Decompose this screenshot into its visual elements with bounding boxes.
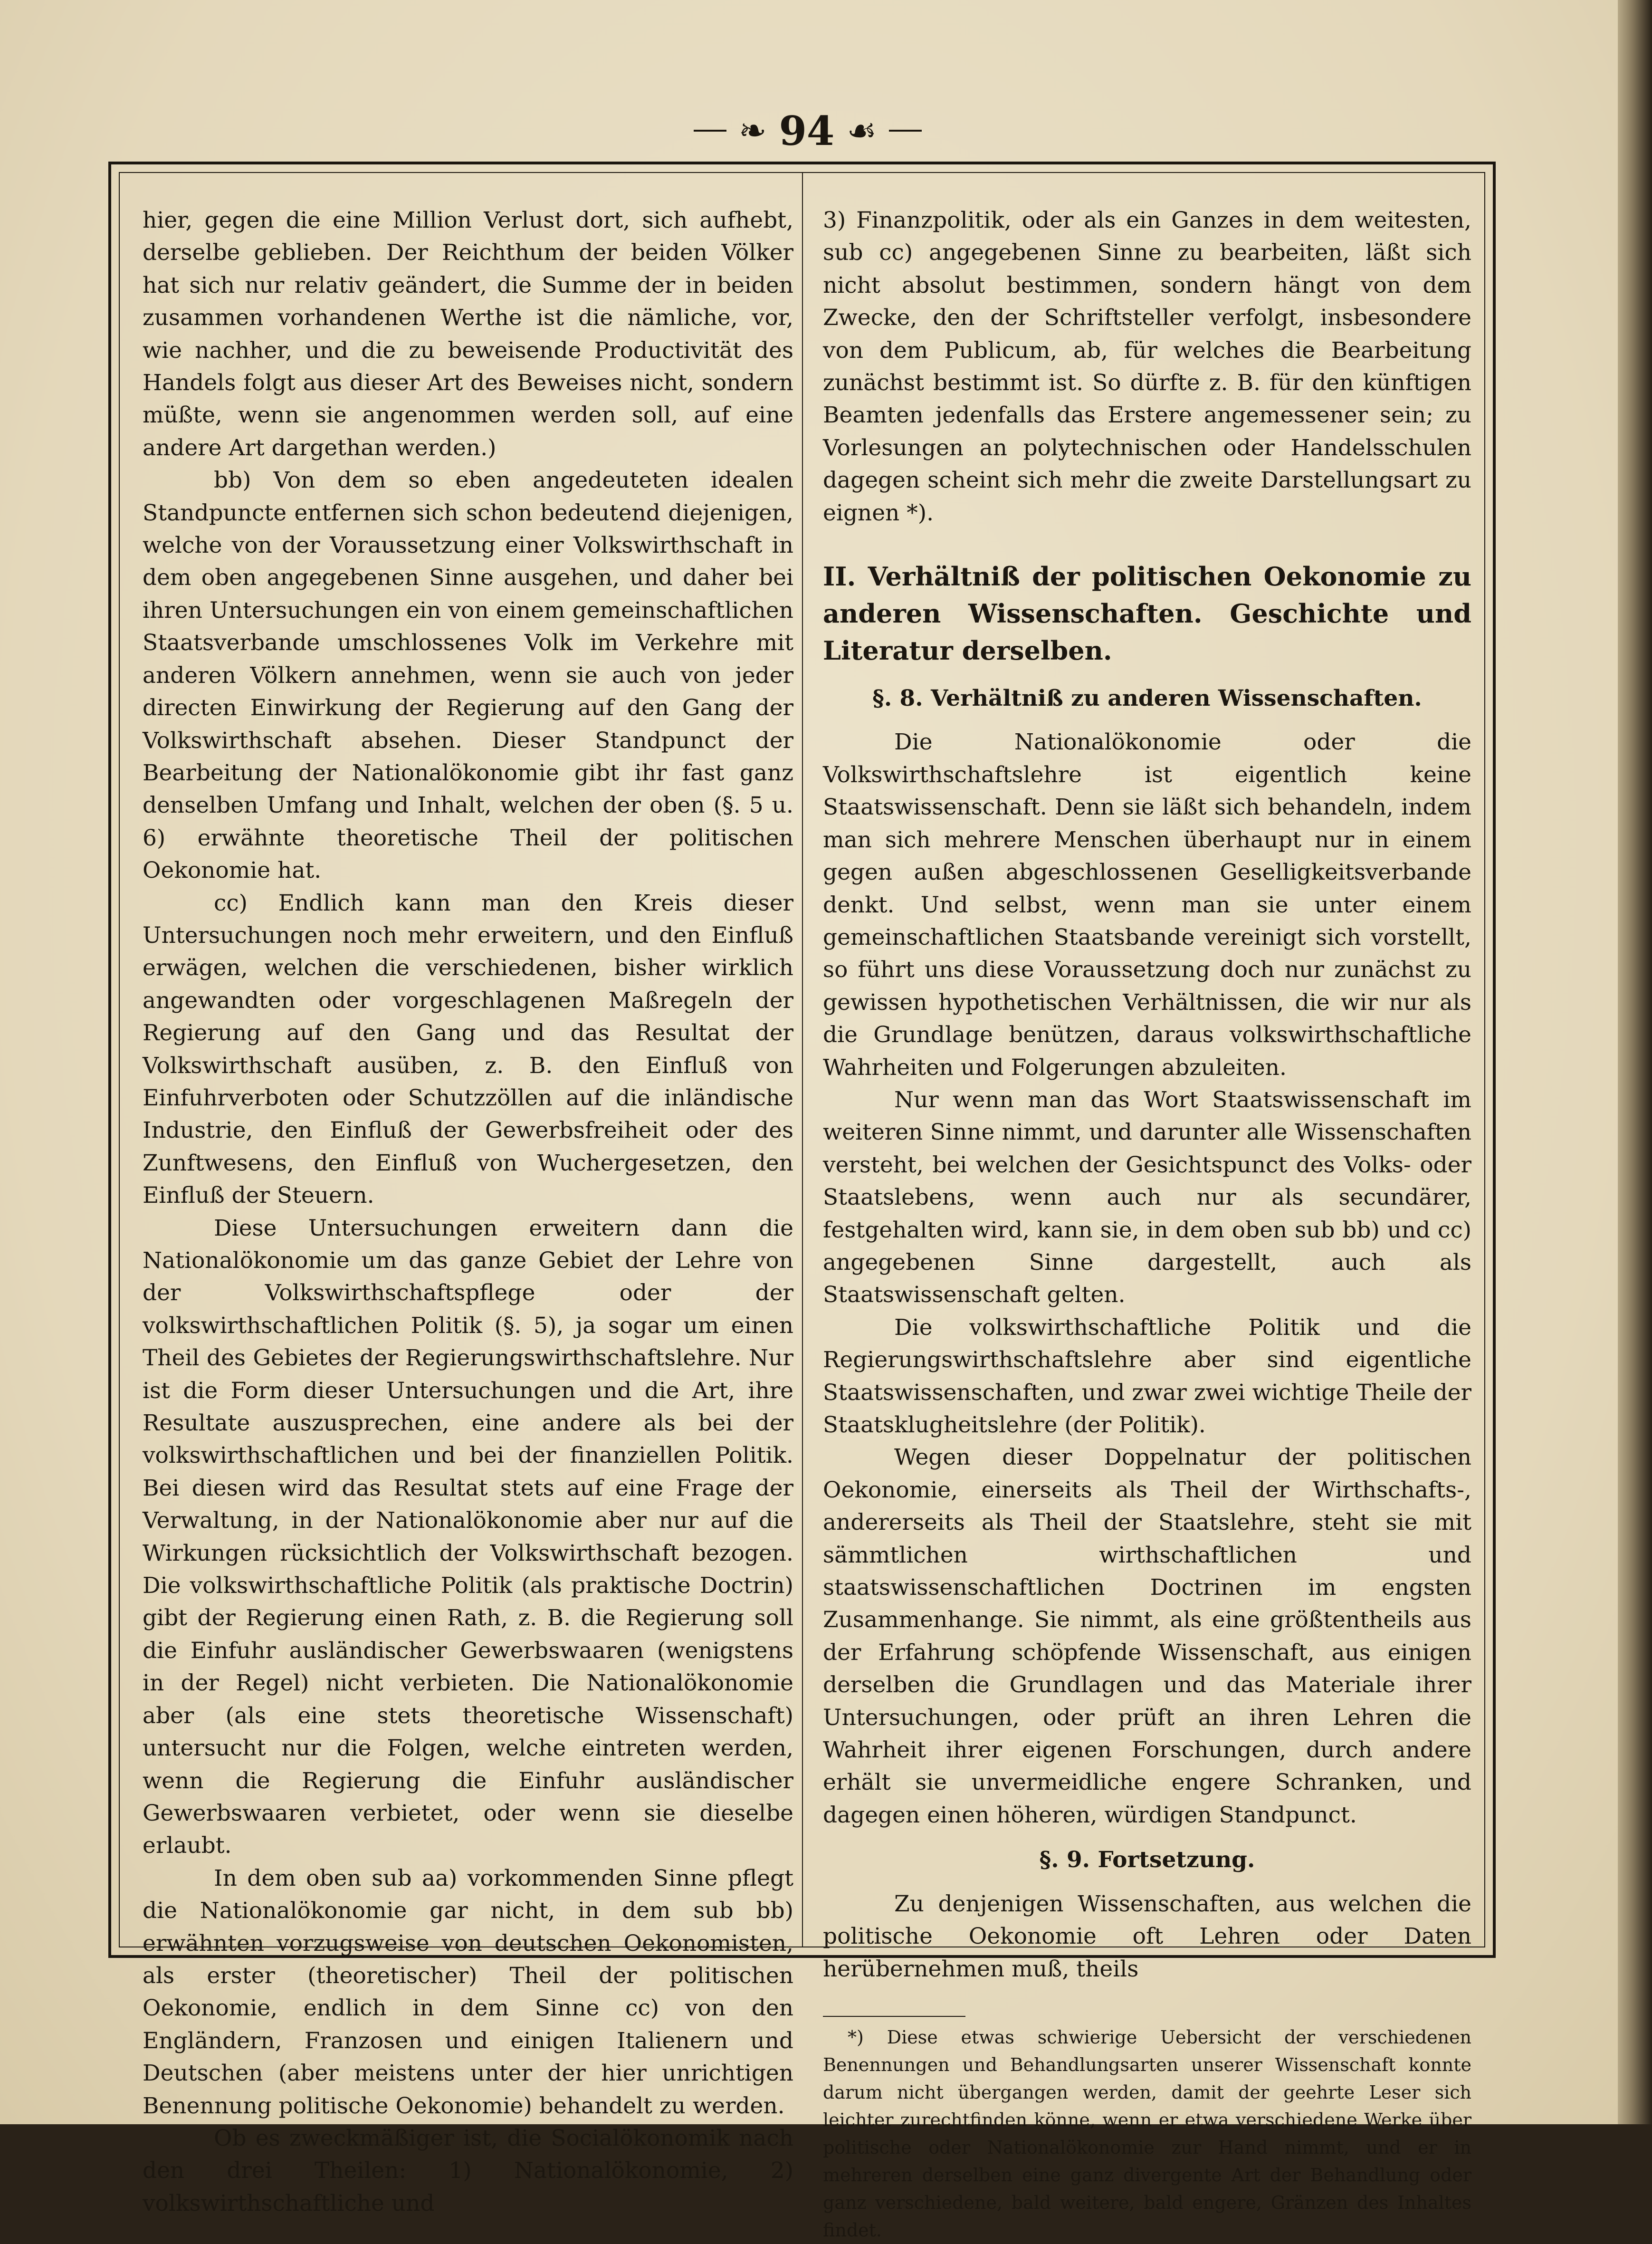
ornament-right-icon: ☙ <box>847 111 877 150</box>
left-paragraph-3: cc) Endlich kann man den Kreis dieser Untersuchungen noch mehr erweitern, und den Einfluß erwägen, welchen die verschiedenen, bisher wirklich angewandten oder vorgeschlagenen Maßregeln der Regierung auf den Gang und das Resultat der Volkswirthschaft ausüben, z. B. den Einfluß von Einfuhrverboten oder Schutzzöllen auf die inländische Industrie, den Einfluß der Gewerbsfreiheit oder des Zunftwesens, den Einfluß von Wuchergesetzen, den Einfluß der Steuern. <box>143 890 793 1209</box>
left-paragraph-2: bb) Von dem so eben angedeuteten idealen Standpuncte entfernen sich schon bedeutend diejenigen, welche von der Voraussetzung einer Volkswirthschaft in dem oben angegebenen Sinne ausgehen, und daher bei ihren Untersuchungen ein von einem gemeinschaftlichen Staatsverbande umschlossenes Volk im Verkehre mit anderen Völkern annehmen, wenn sie auch von jeder directen Einwirkung der Regierung auf den Gang der Volkswirthschaft absehen. Dieser Standpunct der Bearbeitung der Nationalökonomie gibt ihr fast ganz denselben Umfang und Inhalt, welchen der oben (§. 5 u. 6) erwähnte theoretische Theil der politischen Oekonomie hat. <box>143 467 793 884</box>
subsection-heading-9: §. 9. Fortsetzung. <box>1039 1847 1255 1873</box>
header-rule-left <box>694 130 726 132</box>
footnote-text: *) Diese etwas schwierige Uebersicht der verschiedenen Benennungen und Behandlungsarten unserer Wissenschaft konnte darum nicht übergangen werden, damit der geehrte Leser sich leichter zurechtfinden könne, wenn er etwa verschiedene Werke über politische oder Nationalökonomie zur Hand nimmt, und er in mehreren derselben eine ganz divergente Art der Behandlung oder ganz verschiedene, bald weitere, bald engere, Gränzen des Inhaltes findet. <box>823 2026 1471 2241</box>
ornament-left-icon: ❧ <box>738 111 767 150</box>
footnote-rule <box>823 2016 965 2017</box>
left-paragraph-4: Diese Untersuchungen erweitern dann die Nationalökonomie um das ganze Gebiet der Lehre von der Volkswirthschaftspflege oder der volkswirthschaftlichen Politik (§. 5), ja sogar um einen Theil des Gebietes der Regierungswirthschaftslehre. Nur ist die Form dieser Untersuchungen und die Art, ihre Resultate auszusprechen, eine andere als bei der volkswirthschaftlichen und bei der finanziellen Politik. Bei diesen wird das Resultat stets auf eine Frage der Verwaltung, in der Nationalökonomie aber nur auf die Wirkungen rücksichtlich der Volkswirthschaft bezogen. Die volkswirthschaftliche Politik (als praktische Doctrin) gibt der Regierung einen Rath, z. B. die Regierung soll die Einfuhr ausländischer Gewerbswaaren (wenigstens in der Regel) nicht verbieten. Die Nationalökonomie aber (als eine stets theoretische Wissenschaft) untersucht nur die Folgen, welche eintreten werden, wenn die Regierung die Einfuhr ausländischer Gewerbswaaren verbietet, oder wenn sie dieselbe erlaubt. <box>143 1215 793 1859</box>
right-column <box>823 204 1471 2244</box>
page-header <box>694 105 922 157</box>
section-8-paragraph-3: Die volkswirthschaftliche Politik und die Regierungswirthschaftslehre aber sind eigentliche Staatswissenschaften, und zwar zwei wichtige Theile der Staatsklugheitslehre (der Politik). <box>823 1314 1471 1438</box>
section-8-paragraph-1: Die Nationalökonomie oder die Volkswirthschaftslehre ist eigentlich keine Staatswissenschaft. Denn sie läßt sich behandeln, indem man sich mehrere Menschen überhaupt nur in einem gegen außen abgeschlossenen Geselligkeitsverbande denkt. Und selbst, wenn man sie unter einem gemeinschaftlichen Staatsbande vereinigt sich vorstellt, so führt uns diese Voraussetzung doch nur zunächst zu gewissen hypothetischen Verhältnissen, die wir nur als die Grundlage benützen, daraus volkswirthschaftliche Wahrheiten und Folgerungen abzuleiten. <box>823 729 1471 1081</box>
left-paragraph-1: hier, gegen die eine Million Verlust dort, sich aufhebt, derselbe geblieben. Der Reichthum der beiden Völker hat sich nur relativ geändert, die Summe der in beiden zusammen vorhandenen Werthe ist die nämliche, vor, wie nachher, und die zu beweisende Productivität des Handels folgt aus dieser Art des Beweises nicht, sondern müßte, wenn sie angenommen werden soll, auf eine andere Art dargethan werden.) <box>143 207 793 461</box>
header-rule-right <box>889 130 922 132</box>
left-paragraph-6: Ob es zweckmäßiger ist, die Socialökonomik nach den drei Theilen: 1) Nationalökonomie, 2) volkswirthschaftliche und <box>143 2125 793 2216</box>
section-9-paragraph: Zu denjenigen Wissenschaften, aus welchen die politische Oekonomie oft Lehren oder Daten herübernehmen muß, theils <box>823 1890 1471 1982</box>
left-paragraph-5: In dem oben sub aa) vorkommenden Sinne pflegt die Nationalökonomie gar nicht, in dem sub bb) erwähnten vorzugsweise von deutschen Oekonomisten, als erster (theoretischer) Theil der politischen Oekonomie, endlich in dem Sinne cc) von den Engländern, Franzosen und einigen Italienern und Deutschen (aber meistens unter der hier unrichtigen Benennung politische Oekonomie) behandelt zu werden. <box>143 1865 793 2119</box>
section-8-paragraph-2: Nur wenn man das Wort Staatswissenschaft im weiteren Sinne nimmt, und darunter alle Wissenschaften versteht, bei welchen der Gesichtspunct des Volks- oder Staatslebens, wenn auch nur als secundärer, festgehalten wird, kann sie, in dem oben sub bb) und cc) angegebenen Sinne dargestellt, auch als Staatswissenschaft gelten. <box>823 1086 1471 1308</box>
subsection-heading-8: §. 8. Verhältniß zu anderen Wissenschaften. <box>872 685 1422 712</box>
section-8-paragraph-4: Wegen dieser Doppelnatur der politischen Oekonomie, einerseits als Theil der Wirthschafts-, andererseits als Theil der Staatslehre, steht sie mit sämmtlichen wirthschaftlichen und staatswissenschaftlichen Doctrinen im engsten Zusammenhange. Sie nimmt, als eine größtentheils aus der Erfahrung schöpfende Wissenschaft, aus einigen derselben die Grundlagen und das Materiale ihrer Untersuchungen, oder prüft an ihren Lehren die Wahrheit ihrer eigenen Forschungen, durch andere erhält sie unvermeidliche engere Schranken, und dagegen einen höheren, würdigen Standpunct. <box>823 1444 1471 1828</box>
page-number: 94 <box>779 107 835 154</box>
section-heading: II. Verhältniß der politischen Oekonomie zu anderen Wissenschaften. Geschichte und Literatur derselben. <box>823 561 1471 666</box>
footnote <box>823 2023 1471 2244</box>
binding-edge <box>1618 0 1652 2124</box>
column-divider <box>802 172 803 1947</box>
left-column <box>143 204 793 2220</box>
right-intro-paragraph: 3) Finanzpolitik, oder als ein Ganzes in dem weitesten, sub cc) angegebenen Sinne zu bearbeiten, läßt sich nicht absolut bestimmen, sondern hängt von dem Zwecke, den der Schriftsteller verfolgt, insbesondere von dem Publicum, ab, für welches die Bearbeitung zunächst bestimmt ist. So dürfte z. B. für den künftigen Beamten jedenfalls das Erstere angemessener sein; zu Vorlesungen an polytechnischen oder Handelsschulen dagegen scheint sich mehr die zweite Darstellungsart zu eignen *). <box>823 207 1471 526</box>
